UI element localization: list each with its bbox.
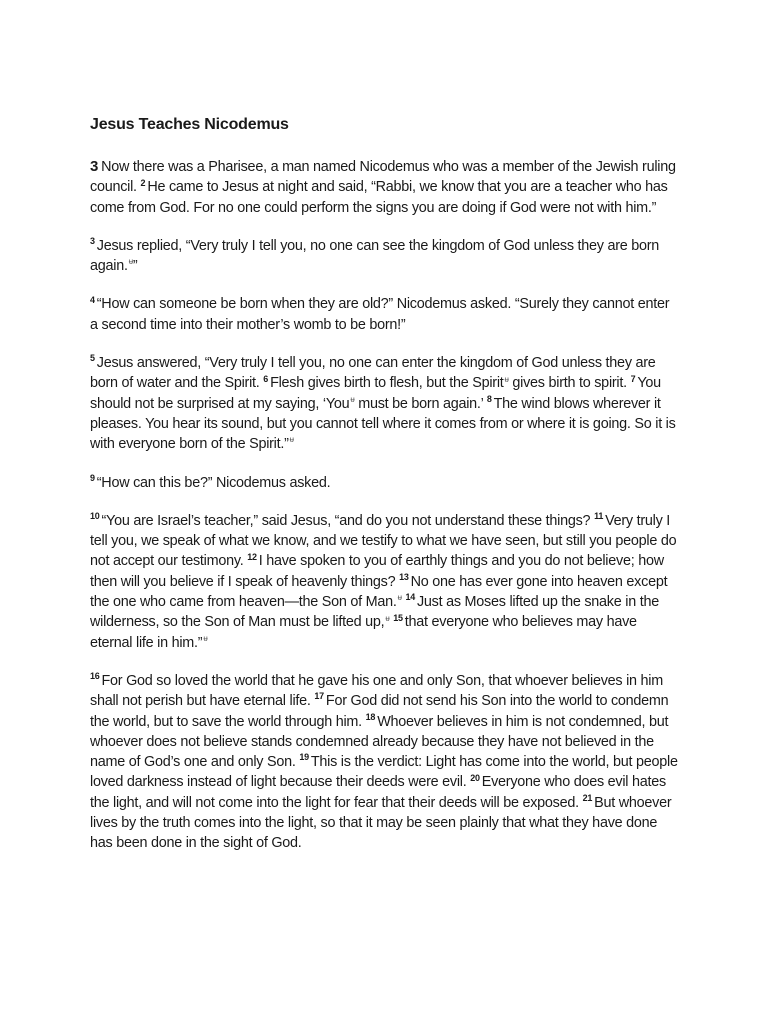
verse-text: “How can someone be born when they are old?” Nicodemus asked. “Surely they cannot enter a second time into their mother’s womb to be born!” — [90, 296, 670, 333]
footnote-marker[interactable]: ᵾ — [397, 593, 402, 603]
footnote-marker[interactable]: ᵾ — [289, 435, 294, 445]
document-page — [90, 113, 678, 872]
verse-text: Very truly I tell you, we speak of what we know, and we testify to what we have seen, but still you people do not accept our testimony. — [90, 512, 677, 570]
verse-text: “You are Israel’s teacher,” said Jesus, “and do you not understand these things? — [101, 512, 591, 529]
verse-text: For God did not send his Son into the world to condemn the world, but to save the world through him. — [90, 693, 669, 730]
verse-number: 5 — [90, 353, 95, 364]
verse-number: 16 — [90, 671, 100, 682]
footnote-marker[interactable]: ᵾ — [128, 257, 133, 267]
verse-text: Whoever believes in him is not condemned, but whoever does not believe stands condemned already because they have not believed in the name of God’s one and only Son. — [90, 713, 669, 771]
verse-text: He came to Jesus at night and said, “Rabbi, we know that you are a teacher who has come from God. For no one could perform the signs you are doing if God were not with him.” — [90, 179, 668, 216]
verse-number: 6 — [263, 373, 269, 384]
paragraph — [90, 473, 678, 493]
paragraph — [90, 236, 678, 277]
document-title: Jesus Teaches Nicodemus — [90, 116, 289, 133]
document-body — [90, 157, 678, 854]
verse-number: 12 — [247, 551, 257, 562]
verse-number: 3 — [90, 236, 95, 247]
verse-text: But whoever lives by the truth comes into the light, so that it may be seen plainly that what they have done has been done in the sight of God. — [90, 794, 672, 852]
verse-number: 10 — [90, 511, 100, 522]
verse-number: 7 — [630, 373, 636, 384]
verse-text: “How can this be?” Nicodemus asked. — [96, 474, 331, 491]
verse-number: 2 — [140, 177, 146, 188]
verse-text: that everyone who believes may have eternal life in him.” — [90, 614, 637, 651]
verse-text: Jesus answered, “Very truly I tell you, no one can enter the kingdom of God unless they are born of water and the Spirit. — [90, 355, 656, 392]
paragraph — [90, 157, 678, 218]
verse-text: Flesh gives birth to flesh, but the Spirit — [270, 375, 504, 392]
verse-number: 14 — [405, 592, 415, 603]
verse-text-tail: gives birth to spirit. — [508, 375, 627, 392]
verse-number: 19 — [299, 752, 309, 763]
verse-number: 8 — [486, 393, 492, 404]
footnote-marker[interactable]: ᵾ — [203, 633, 208, 643]
footnote-marker[interactable]: ᵾ — [504, 374, 509, 384]
verse-text-tail: must be born again.’ — [354, 395, 484, 412]
paragraph — [90, 671, 678, 854]
footnote-marker[interactable]: ᵾ — [350, 394, 355, 404]
verse-number: 15 — [393, 612, 403, 623]
paragraph — [90, 511, 678, 653]
paragraph — [90, 294, 678, 335]
chapter-number: 3 — [90, 158, 99, 175]
verse-text: This is the verdict: Light has come into the world, but people loved darkness instead of light because their deeds were evil. — [90, 754, 678, 791]
verse-number: 4 — [90, 294, 95, 305]
verse-text-tail: ” — [132, 258, 138, 275]
verse-text: Now there was a Pharisee, a man named Nicodemus who was a member of the Jewish ruling council. — [90, 159, 676, 196]
verse-text: I have spoken to you of earthly things and you do not believe; how then will you believe if I speak of heavenly things? — [90, 553, 664, 590]
verse-number: 17 — [314, 691, 324, 702]
paragraph — [90, 353, 678, 454]
verse-number: 18 — [365, 711, 376, 722]
verse-number: 11 — [594, 511, 604, 522]
verse-number: 21 — [582, 792, 593, 803]
verse-number: 20 — [470, 772, 480, 783]
verse-text: For God so loved the world that he gave his one and only Son, that whoever believes in him shall not perish but have eternal life. — [90, 672, 663, 710]
verse-text: No one has ever gone into heaven except the one who came from heaven—the Son of Man. — [90, 573, 668, 611]
verse-text: Jesus replied, “Very truly I tell you, no one can see the kingdom of God unless they are born again. — [90, 237, 660, 275]
verse-text: Just as Moses lifted up the snake in the wilderness, so the Son of Man must be lifted up, — [90, 594, 659, 631]
verse-number: 13 — [399, 571, 409, 582]
verse-number: 9 — [90, 472, 95, 483]
verse-text: You should not be surprised at my saying, ‘You — [90, 375, 661, 412]
verse-text: Everyone who does evil hates the light, and will not come into the light for fear that their deeds will be exposed. — [90, 774, 666, 811]
verse-text: The wind blows wherever it pleases. You hear its sound, but you cannot tell where it comes from or where it is going. So it is with everyone born of the Spirit.” — [90, 395, 676, 453]
footnote-marker[interactable]: ᵾ — [385, 613, 390, 623]
